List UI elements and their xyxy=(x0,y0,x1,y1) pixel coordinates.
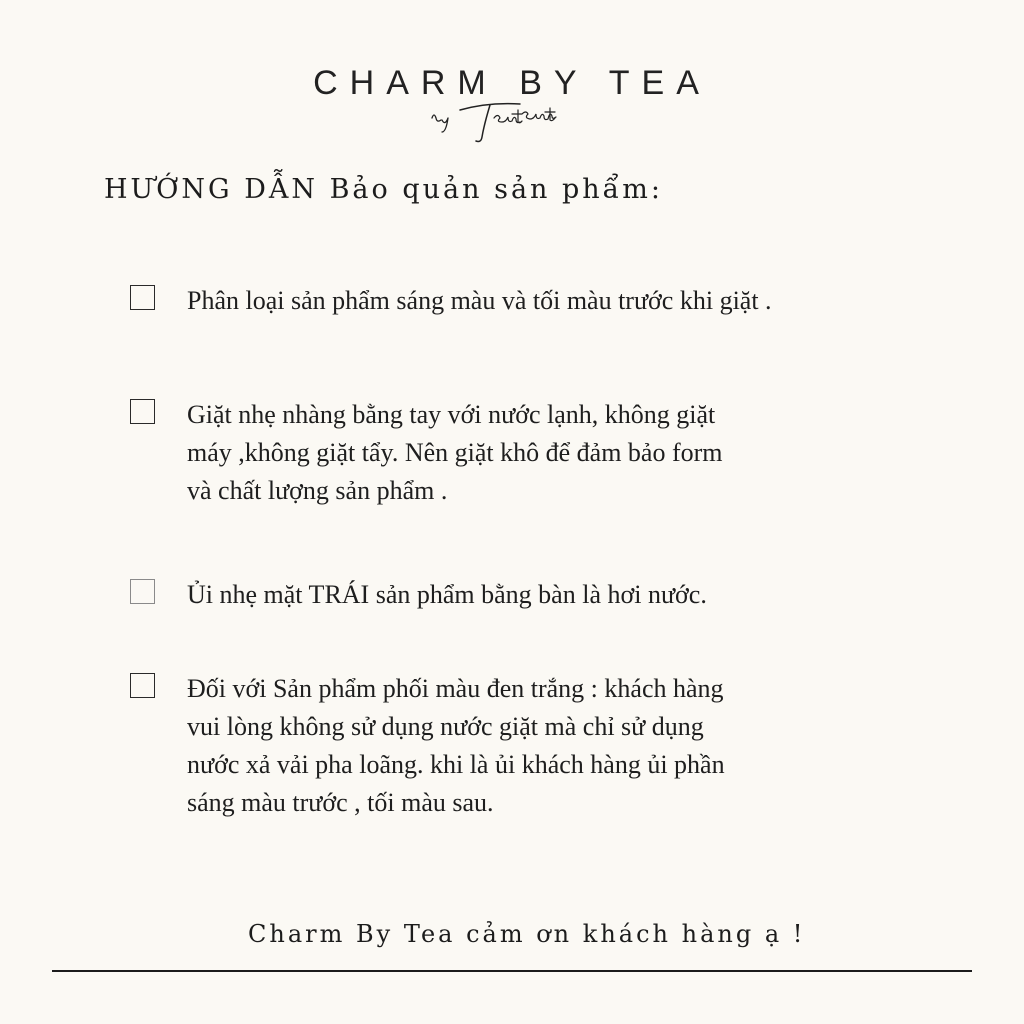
item-text: Giặt nhẹ nhàng bằng tay với nước lạnh, không giặt máy ,không giặt tẩy. Nên giặt khô để đảm bảo form và chất lượng sản phẩm . xyxy=(187,400,723,505)
thank-you-message: Charm By Tea cảm ơn khách hàng ạ ! xyxy=(248,920,806,948)
item-text: Ủi nhẹ mặt TRÁI sản phẩm bằng bàn là hơi nước. xyxy=(187,580,707,609)
divider xyxy=(52,970,972,972)
item-text: Phân loại sản phẩm sáng màu và tối màu trước khi giặt . xyxy=(187,286,772,315)
signature-logo-icon xyxy=(420,96,620,156)
brand-signature xyxy=(420,96,620,156)
brand-title: CHARM BY TEA xyxy=(313,64,711,102)
checkbox[interactable] xyxy=(130,285,155,310)
item-text: Đối với Sản phẩm phối màu đen trắng : khách hàng vui lòng không sử dụng nước giặt mà chỉ sử dụng nước xả vải pha loãng. khi là ủi khách hàng ủi phần sáng màu trước , tối màu sau. xyxy=(187,674,725,817)
checkbox[interactable] xyxy=(130,673,155,698)
page-title: HƯỚNG DẪN Bảo quản sản phẩm: xyxy=(104,174,663,205)
checkbox[interactable] xyxy=(130,579,155,604)
checkbox[interactable] xyxy=(130,399,155,424)
